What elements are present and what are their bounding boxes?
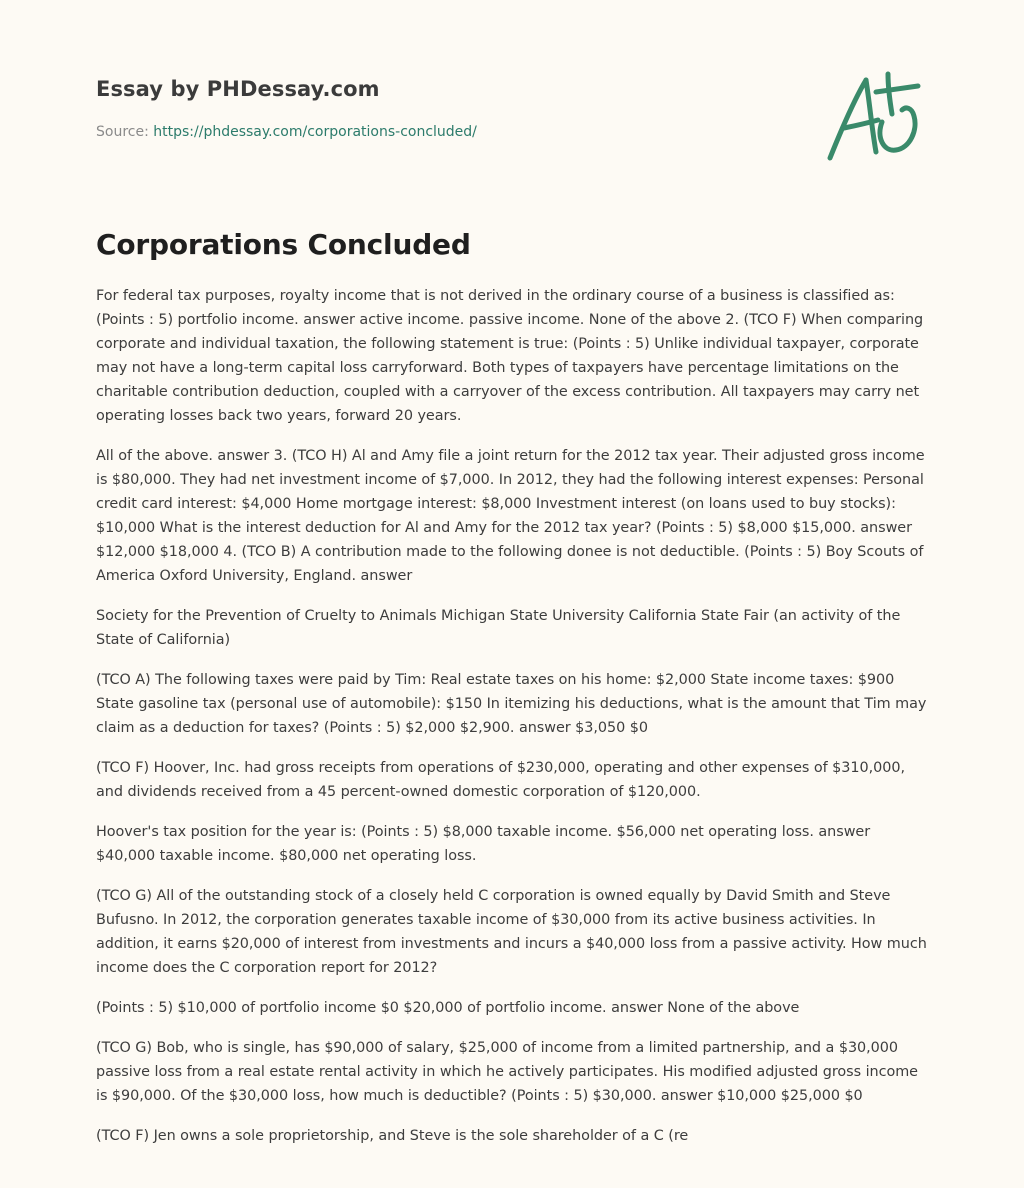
document-title: Corporations Concluded — [96, 228, 471, 261]
paragraph: (TCO A) The following taxes were paid by Tim: Real estate taxes on his home: $2,000 State income taxes: $900 State gasoline tax (personal use of automobile): $150 In itemizing his deductions, what is the amount that Tim may claim as a deduction for taxes? (Points : 5) $2,000 $2,900. answer $3,050 $0 — [96, 672, 927, 736]
paragraph: (TCO G) All of the outstanding stock of a closely held C corporation is owned equally by David Smith and Steve Bufusno. In 2012, the corporation generates taxable income of $30,000 from its active business activities. In addition, it earns $20,000 of interest from investments and incurs a $40,000 loss from a passive activity. How much income does the C corporation report for 2012? — [96, 888, 927, 976]
paragraph: All of the above. answer 3. (TCO H) Al and Amy file a joint return for the 2012 tax year. Their adjusted gross income is $80,000. They had net investment income of $7,000. In 2012, they had the following interest expenses: Personal credit card interest: $4,000 Home mortgage interest: $8,000 Investment interest (on loans used to buy stocks): $10,000 What is the interest deduction for Al and Amy for the 2012 tax year? (Points : 5) $8,000 $15,000. answer $12,000 $18,000 4. (TCO B) A contribution made to the following donee is not deductible. (Points : 5) Boy Scouts of America Oxford University, England. answer — [96, 448, 925, 584]
paragraph: (TCO F) Jen owns a sole proprietorship, and Steve is the sole shareholder of a C (re — [96, 1128, 689, 1144]
a-plus-logo-icon — [820, 66, 932, 166]
source-link[interactable]: https://phdessay.com/corporations-concluded/ — [153, 124, 477, 140]
paragraph: Hoover's tax position for the year is: (Points : 5) $8,000 taxable income. $56,000 net operating loss. answer $40,000 taxable income. $80,000 net operating loss. — [96, 824, 871, 864]
page-header — [96, 74, 796, 142]
essay-body — [96, 284, 930, 1164]
paragraph: For federal tax purposes, royalty income that is not derived in the ordinary course of a business is classified as: (Points : 5) portfolio income. answer active income. passive income. None of the above 2. (TCO F) When comparing corporate and individual taxation, the following statement is true: (Points : 5) Unlike individual taxpayer, corporate may not have a long-term capital loss carryforward. Both types of taxpayers have percentage limitations on the charitable contribution deduction, coupled with a carryover of the excess contribution. All taxpayers may carry net operating losses back two years, forward 20 years. — [96, 288, 924, 424]
paragraph: (TCO F) Hoover, Inc. had gross receipts from operations of $230,000, operating and other expenses of $310,000, and dividends received from a 45 percent-owned domestic corporation of $120,000. — [96, 760, 905, 800]
source-label: Source: — [96, 124, 154, 140]
paragraph: Society for the Prevention of Cruelty to Animals Michigan State University California State Fair (an activity of the State of California) — [96, 608, 901, 648]
paragraph: (TCO G) Bob, who is single, has $90,000 of salary, $25,000 of income from a limited partnership, and a $30,000 passive loss from a real estate rental activity in which he actively participates. His modified adjusted gross income is $90,000. Of the $30,000 loss, how much is deductible? (Points : 5) $30,000. answer $10,000 $25,000 $0 — [96, 1040, 918, 1104]
site-title: Essay by PHDessay.com — [96, 77, 380, 101]
source-line — [96, 122, 796, 142]
paragraph: (Points : 5) $10,000 of portfolio income $0 $20,000 of portfolio income. answer None of the above — [96, 1000, 800, 1016]
